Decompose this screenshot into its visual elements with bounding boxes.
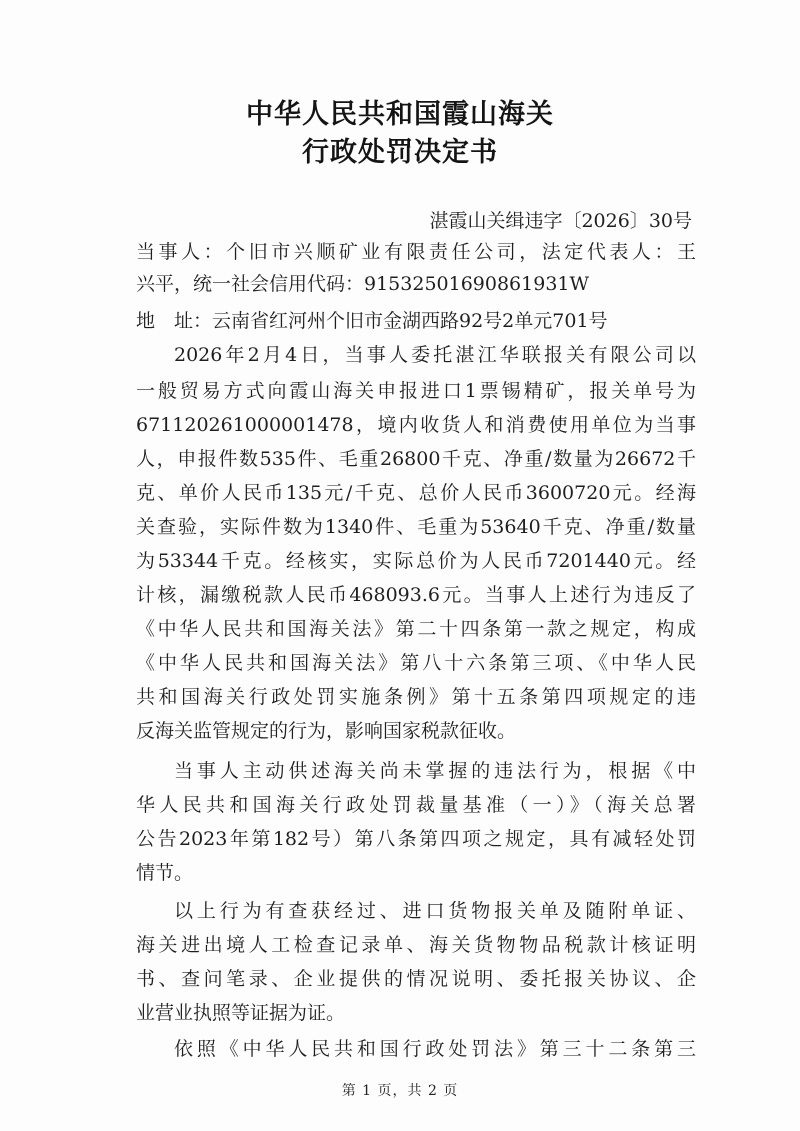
para1-line: 671120261000001478，境内收货人和消费使用单位为当事	[136, 414, 696, 436]
para3-line: 书、查问笔录、企业提供的情况说明、委托报关协议、企	[136, 968, 696, 990]
para1-line: 克、单价人民币135元/千克、总价人民币3600720元。经海	[136, 482, 696, 504]
para1-line: 关查验，实际件数为1340件、毛重为53640千克、净重/数量	[136, 516, 696, 538]
para3-line: 以上行为有查获经过、进口货物报关单及随附单证、	[174, 900, 696, 922]
para1-line: 人，申报件数535件、毛重26800千克、净重/数量为26672千	[136, 448, 696, 470]
para3-line: 业营业执照等证据为证。	[136, 1002, 346, 1024]
para1-line: 共和国海关行政处罚实施条例》第十五条第四项规定的违	[136, 686, 696, 708]
party-address: 地 址：云南省红河州个旧市金湖西路92号2单元701号	[136, 310, 608, 332]
document-title-line2: 行政处罚决定书	[302, 137, 498, 168]
document-number: 湛霞山关缉违字〔2026〕30号	[429, 210, 692, 232]
para2-line: 情节。	[136, 862, 194, 884]
para2-line: 华人民共和国海关行政处罚裁量基准（一）》（海关总署	[136, 794, 696, 816]
para1-line: 《中华人民共和国海关法》第二十四条第一款之规定，构成	[136, 618, 696, 640]
para1-line: 一般贸易方式向霞山海关申报进口1票锡精矿，报关单号为	[136, 380, 696, 402]
party-line-2: 兴平，统一社会信用代码：91532501690861931W	[136, 273, 590, 295]
para3-line: 海关进出境人工检查记录单、海关货物物品税款计核证明	[136, 934, 696, 956]
para2-line: 公告2023年第182号）第八条第四项之规定，具有减轻处罚	[136, 828, 696, 850]
para1-line: 反海关监管规定的行为，影响国家税款征收。	[136, 720, 517, 742]
page-footer: 第 1 页，共 2 页	[341, 1083, 459, 1099]
para1-line: 2026年2月4日，当事人委托湛江华联报关有限公司以	[174, 344, 696, 366]
para2-line: 当事人主动供述海关尚未掌握的违法行为，根据《中	[174, 760, 696, 782]
party-line-1: 当事人：个旧市兴顺矿业有限责任公司，法定代表人：王	[136, 241, 696, 263]
para1-line: 《中华人民共和国海关法》第八十六条第三项、《中华人民	[136, 652, 696, 674]
para1-line: 计核，漏缴税款人民币468093.6元。当事人上述行为违反了	[136, 584, 696, 606]
para1-line: 为53344千克。经核实，实际总价为人民币7201440元。经	[136, 550, 696, 572]
para4-line: 依照《中华人民共和国行政处罚法》第三十二条第三	[174, 1038, 696, 1060]
document-title-line1: 中华人民共和国霞山海关	[246, 99, 554, 130]
